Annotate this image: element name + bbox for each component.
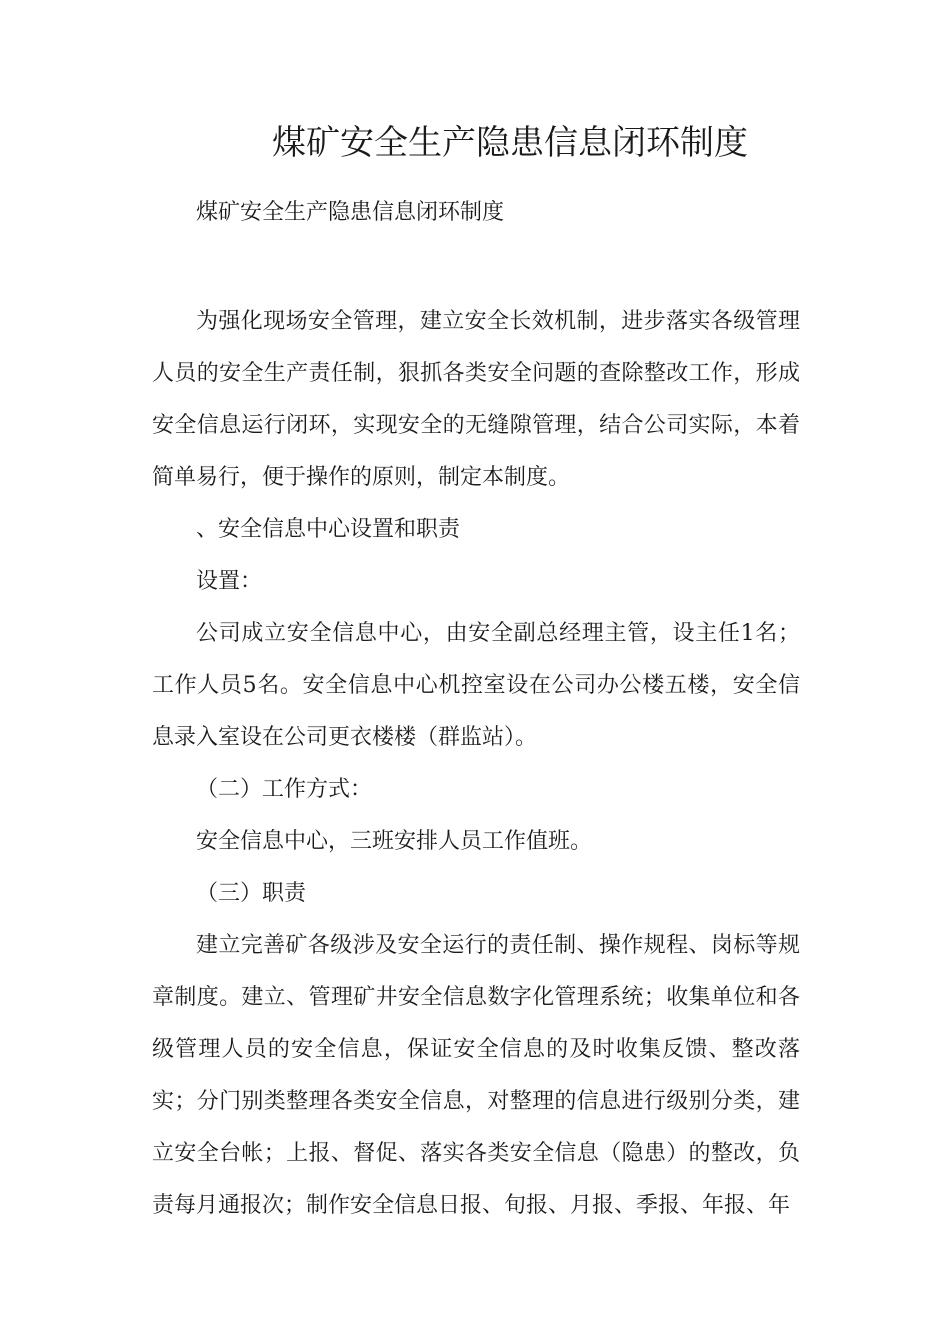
subheading-setup: 设置： [196, 569, 263, 594]
subheading-duties: （三）职责 [196, 881, 307, 906]
document-title: 煤矿安全生产隐患信息闭环制度 [272, 123, 748, 163]
document-body [152, 296, 800, 1232]
section-heading-info-center: 、安全信息中心设置和职责 [196, 517, 461, 542]
subheading-work-mode: （二）工作方式： [196, 777, 373, 802]
paragraph-duties: 建立完善矿各级涉及安全运行的责任制、操作规程、岗标等规章制度。建立、管理矿井安全信息数字化管理系统；收集单位和各级管理人员的安全信息，保证安全信息的及时收集反馈、整改落实；分门别类整理各类安全信息，对整理的信息进行级别分类，建立安全台帐；上报、督促、落实各类安全信息（隐患）的整改，负责每月通报次；制作安全信息日报、旬报、月报、季报、年报、年 [152, 933, 800, 1218]
document-subtitle: 煤矿安全生产隐患信息闭环制度 [196, 200, 505, 225]
paragraph-intro: 为强化现场安全管理，建立安全长效机制，进步落实各级管理人员的安全生产责任制，狠抓各类安全问题的查除整改工作，形成安全信息运行闭环，实现安全的无缝隙管理，结合公司实际，本着简单易行，便于操作的原则，制定本制度。 [152, 309, 800, 490]
paragraph-work-mode: 安全信息中心，三班安排人员工作值班。 [196, 829, 593, 854]
paragraph-setup: 公司成立安全信息中心，由安全副总经理主管，设主任1名；工作人员5名。安全信息中心机控室设在公司办公楼五楼，安全信息录入室设在公司更衣楼楼（群监站）。 [152, 621, 800, 750]
